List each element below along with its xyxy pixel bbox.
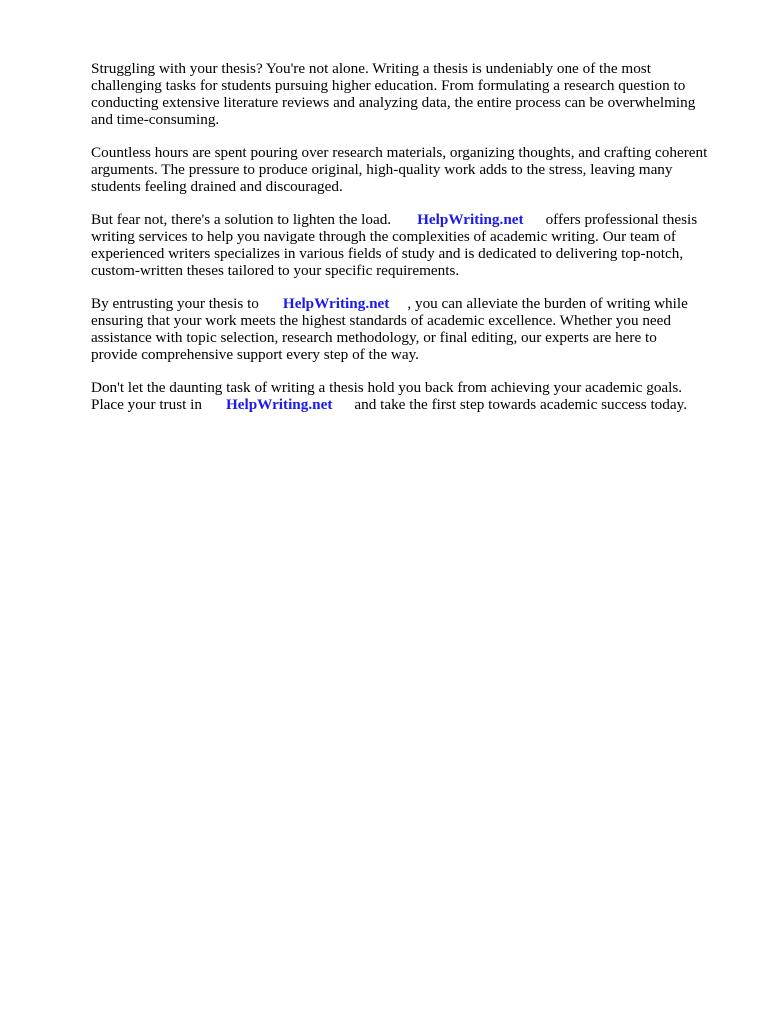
text-line: students feeling drained and discouraged. bbox=[91, 178, 343, 195]
text-line-with-link bbox=[91, 211, 731, 228]
text-line: Struggling with your thesis? You're not alone. Writing a thesis is undeniably one of the most bbox=[91, 60, 651, 77]
text-segment: Place your trust in bbox=[91, 396, 202, 413]
text-segment: By entrusting your thesis to bbox=[91, 295, 259, 312]
paragraph-entrusting bbox=[91, 295, 731, 363]
text-line-with-link bbox=[91, 396, 731, 413]
text-line: Don't let the daunting task of writing a thesis hold you back from achieving your academic goals. bbox=[91, 379, 683, 396]
text-line: writing services to help you navigate through the complexities of academic writing. Our team of bbox=[91, 228, 676, 245]
text-line: and time-consuming. bbox=[91, 111, 220, 128]
helpwriting-link[interactable]: HelpWriting.net bbox=[282, 295, 390, 312]
text-line-with-link bbox=[91, 295, 731, 312]
text-segment: offers professional thesis bbox=[545, 211, 698, 228]
text-line: Countless hours are spent pouring over research materials, organizing thoughts, and crafting coherent bbox=[91, 144, 708, 161]
text-segment: But fear not, there's a solution to lighten the load. bbox=[91, 211, 392, 228]
helpwriting-link[interactable]: HelpWriting.net bbox=[417, 211, 524, 228]
text-segment: and take the first step towards academic success today. bbox=[354, 396, 688, 413]
paragraph-closing bbox=[91, 379, 731, 413]
text-line: provide comprehensive support every step of the way. bbox=[91, 346, 419, 363]
text-line: custom-written theses tailored to your specific requirements. bbox=[91, 262, 460, 279]
text-line: arguments. The pressure to produce original, high-quality work adds to the stress, leaving many bbox=[91, 161, 673, 178]
text-line: assistance with topic selection, research methodology, or final editing, our experts are here to bbox=[91, 329, 657, 346]
paragraph-intro bbox=[91, 60, 731, 128]
document-body bbox=[91, 60, 731, 429]
text-line: ensuring that your work meets the highest standards of academic excellence. Whether you need bbox=[91, 312, 672, 329]
text-line: experienced writers specializes in various fields of study and is dedicated to delivering top-notch, bbox=[91, 245, 684, 262]
text-line: conducting extensive literature reviews and analyzing data, the entire process can be overwhelming bbox=[91, 94, 696, 111]
paragraph-solution bbox=[91, 211, 731, 279]
text-segment: , you can alleviate the burden of writing while bbox=[407, 295, 688, 312]
paragraph-pressure bbox=[91, 144, 731, 195]
helpwriting-link[interactable]: HelpWriting.net bbox=[225, 396, 333, 413]
text-line: challenging tasks for students pursuing higher education. From formulating a research question to bbox=[91, 77, 686, 94]
